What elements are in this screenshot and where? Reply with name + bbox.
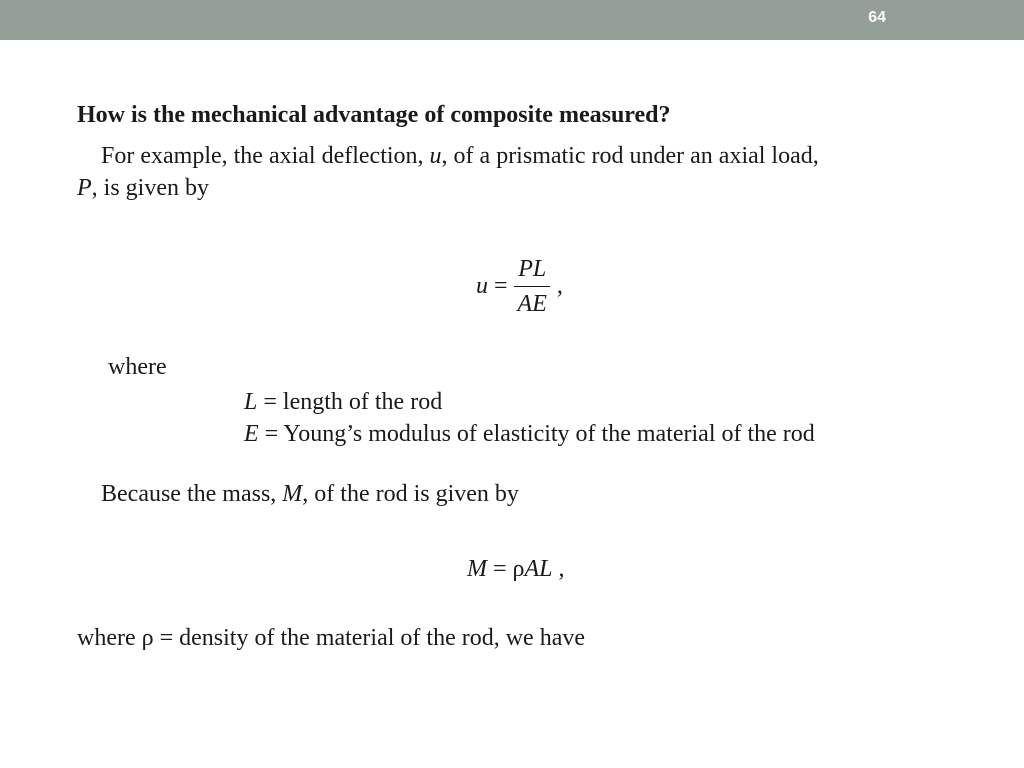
equation-rhs: AL bbox=[524, 556, 553, 582]
mass-sentence bbox=[101, 481, 519, 508]
equation-comma: , bbox=[552, 556, 565, 582]
equation-lhs: u bbox=[476, 273, 488, 299]
definitions-list bbox=[244, 386, 815, 450]
equals-rho: = ρ bbox=[487, 556, 525, 582]
definition-text: = Young’s modulus of elasticity of the material of the rod bbox=[258, 421, 815, 447]
definition-symbol: L bbox=[244, 389, 258, 415]
intro-text: , is given by bbox=[91, 175, 209, 201]
where-label: where bbox=[108, 354, 167, 380]
equals-sign: = bbox=[494, 273, 508, 299]
definition-e bbox=[244, 418, 815, 450]
fraction bbox=[514, 254, 551, 319]
mass-text: , of the rod is given by bbox=[302, 481, 519, 507]
symbol-m: M bbox=[282, 481, 303, 507]
slide-header-bar bbox=[0, 0, 1024, 40]
intro-line-1 bbox=[101, 143, 819, 170]
mass-equation bbox=[467, 556, 565, 583]
intro-text: , of a prismatic rod under an axial load, bbox=[441, 143, 819, 169]
slide-number: 64 bbox=[868, 9, 886, 26]
definition-text: = length of the rod bbox=[257, 389, 443, 415]
density-sentence: where ρ = density of the material of the rod, we have bbox=[77, 625, 585, 651]
equation-lhs: M bbox=[467, 556, 487, 582]
deflection-equation bbox=[476, 254, 563, 319]
mass-text: Because the mass, bbox=[101, 481, 283, 507]
definition-symbol: E bbox=[244, 421, 259, 447]
equation-comma: , bbox=[556, 273, 563, 299]
intro-text: For example, the axial deflection, bbox=[101, 143, 430, 169]
intro-line-2 bbox=[77, 175, 209, 202]
symbol-u: u bbox=[429, 143, 442, 169]
slide-heading: How is the mechanical advantage of composite measured? bbox=[77, 102, 671, 128]
fraction-numerator: PL bbox=[514, 254, 550, 287]
fraction-denominator: AE bbox=[517, 291, 547, 317]
symbol-p: P bbox=[77, 175, 92, 201]
definition-l bbox=[244, 386, 815, 418]
